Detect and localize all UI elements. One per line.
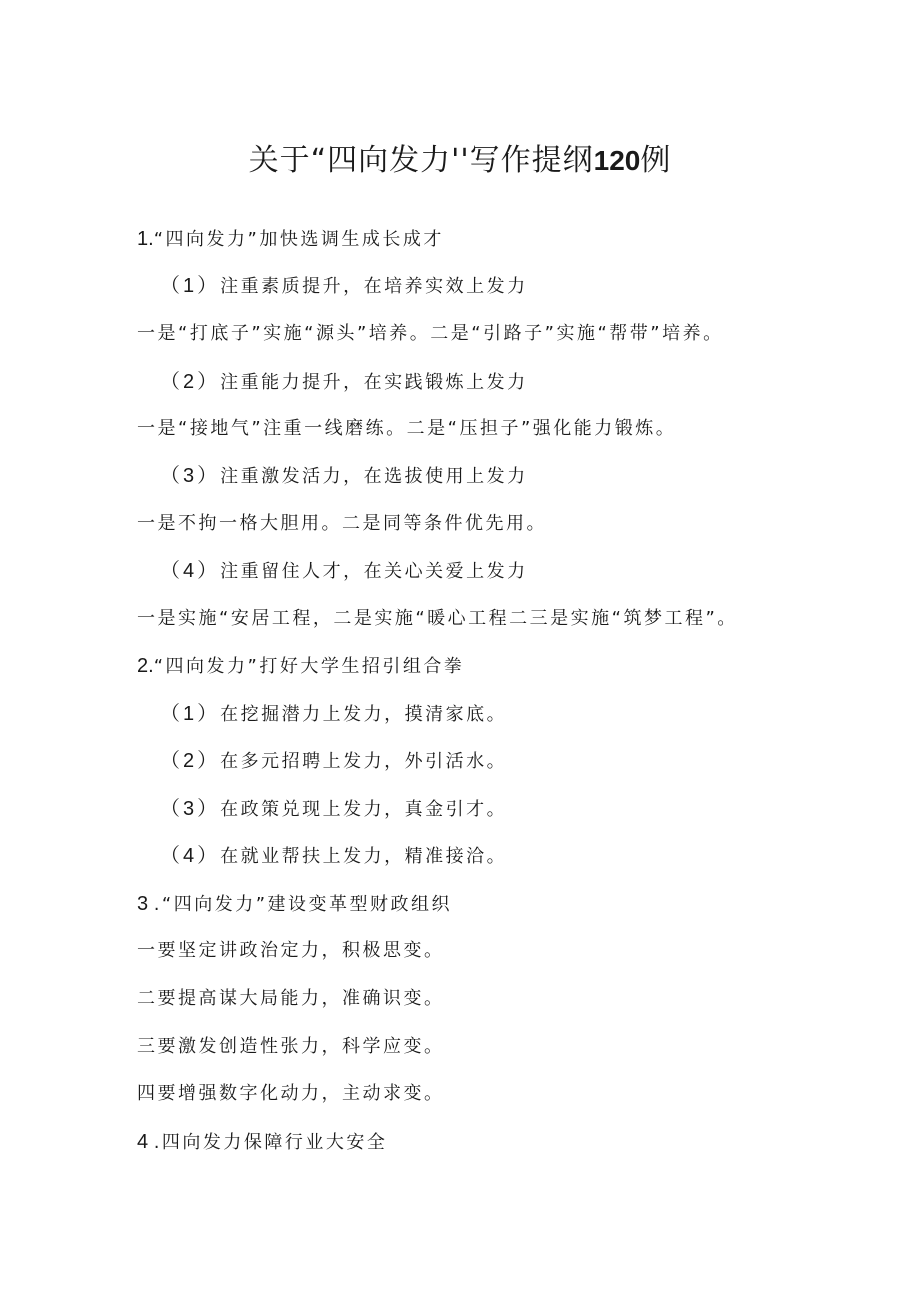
section-number: 2. bbox=[137, 655, 154, 677]
section-heading-text: “四向发力”打好大学生招引组合拳 bbox=[153, 656, 465, 677]
subheading-2-1 bbox=[160, 700, 507, 729]
item-number: （2） bbox=[160, 750, 221, 772]
subheading-text: 在挖掘潜力上发力，摸清家底。 bbox=[220, 704, 508, 725]
item-number: （1） bbox=[160, 703, 221, 725]
body-line: 一要坚定讲政治定力，积极思变。 bbox=[137, 940, 445, 961]
subheading-text: 注重素质提升，在培养实效上发力 bbox=[220, 276, 528, 297]
section-heading-3 bbox=[137, 890, 452, 919]
subheading-2-3 bbox=[160, 795, 507, 824]
body-line: 二要提高谋大局能力，准确识变。 bbox=[137, 988, 445, 1009]
section-heading-2 bbox=[137, 652, 464, 681]
title-number: 120 bbox=[593, 145, 641, 176]
subheading-1-3 bbox=[160, 462, 528, 491]
subheading-text: 注重能力提升，在实践锻炼上发力 bbox=[220, 372, 528, 393]
section-number: 1. bbox=[137, 228, 154, 250]
section-heading-text: “四向发力”加快选调生成长成才 bbox=[153, 229, 444, 250]
section-number: 4 bbox=[137, 1131, 154, 1153]
document-title bbox=[0, 137, 920, 185]
subheading-1-2 bbox=[160, 368, 528, 397]
section-number: 3 bbox=[137, 893, 154, 915]
section-heading-4 bbox=[137, 1128, 387, 1157]
item-number: （1） bbox=[160, 275, 221, 297]
subheading-2-4 bbox=[160, 842, 507, 871]
section-heading-1 bbox=[137, 225, 444, 254]
item-number: （4） bbox=[160, 845, 221, 867]
subheading-text: 在多元招聘上发力，外引活水。 bbox=[220, 751, 508, 772]
body-line: 三要激发创造性张力，科学应变。 bbox=[137, 1036, 445, 1057]
title-prefix: 关于“四向发力''写作提纲 bbox=[248, 143, 594, 178]
subheading-1-1 bbox=[160, 272, 528, 301]
item-number: （3） bbox=[160, 465, 221, 487]
subheading-text: 在就业帮扶上发力，精准接洽。 bbox=[220, 846, 508, 867]
item-number: （2） bbox=[160, 371, 221, 393]
item-number: （4） bbox=[160, 560, 221, 582]
subheading-text: 注重激发活力，在选拔使用上发力 bbox=[220, 466, 528, 487]
section-heading-text: .四向发力保障行业大安全 bbox=[153, 1132, 388, 1153]
item-number: （3） bbox=[160, 798, 221, 820]
section-heading-text: .“四向发力”建设变革型财政组织 bbox=[153, 894, 453, 915]
title-suffix: 例 bbox=[640, 143, 672, 178]
subheading-text: 注重留住人才，在关心关爱上发力 bbox=[220, 561, 528, 582]
subheading-2-2 bbox=[160, 747, 507, 776]
subheading-1-4 bbox=[160, 557, 528, 586]
body-line: 四要增强数字化动力，主动求变。 bbox=[137, 1083, 445, 1104]
subheading-text: 在政策兑现上发力，真金引才。 bbox=[220, 799, 508, 820]
body-line: 一是“接地气”注重一线磨练。二是“压担子”强化能力锻炼。 bbox=[137, 418, 677, 439]
body-line: 一是“打底子”实施“源头”培养。二是“引路子”实施“帮带”培养。 bbox=[137, 323, 724, 344]
body-line: 一是实施“安居工程，二是实施“暖心工程二三是实施“筑梦工程”。 bbox=[137, 608, 738, 629]
body-line: 一是不拘一格大胆用。二是同等条件优先用。 bbox=[137, 513, 547, 534]
